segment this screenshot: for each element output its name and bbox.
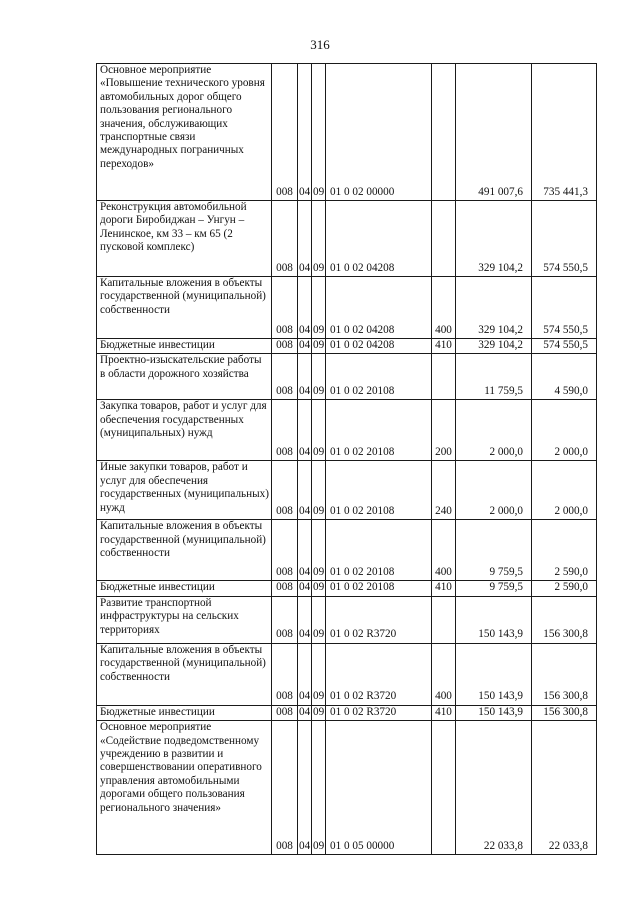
sum-year1-cell: 329 104,2 [456,277,532,339]
csr-cell: 01 0 02 20108 [326,354,432,400]
row-name-cell: Закупка товаров, работ и услуг для обеспечения государственных (муниципальных) нужд [97,400,272,461]
row-name-cell: Капитальные вложения в объекты государственной (муниципальной) собственности [97,520,272,581]
budget-table-body [97,64,597,855]
sum-year2-cell: 2 000,0 [532,400,597,461]
rz-cell: 04 [298,201,312,277]
table-row [97,461,597,520]
pr-cell: 09 [312,277,326,339]
pr-cell: 09 [312,705,326,720]
csr-cell: 01 0 02 20108 [326,520,432,581]
grbs-cell: 008 [272,277,298,339]
row-name-cell: Иные закупки товаров, работ и услуг для обеспечения государственных (муниципальных) нужд [97,461,272,520]
sum-year2-cell: 156 300,8 [532,705,597,720]
sum-year1-cell: 150 143,9 [456,596,532,643]
table-row [97,201,597,277]
table-row [97,596,597,643]
rz-cell: 04 [298,705,312,720]
sum-year2-cell: 574 550,5 [532,201,597,277]
sum-year1-cell: 22 033,8 [456,721,532,855]
sum-year1-cell: 2 000,0 [456,461,532,520]
csr-cell: 01 0 02 04208 [326,339,432,354]
pr-cell: 09 [312,643,326,705]
table-row [97,339,597,354]
table-row [97,705,597,720]
table-row [97,277,597,339]
pr-cell: 09 [312,581,326,596]
rz-cell: 04 [298,581,312,596]
vr-cell: 200 [432,400,456,461]
grbs-cell: 008 [272,64,298,201]
grbs-cell: 008 [272,520,298,581]
sum-year2-cell: 2 590,0 [532,520,597,581]
row-name-cell: Капитальные вложения в объекты государственной (муниципальной) собственности [97,277,272,339]
rz-cell: 04 [298,64,312,201]
vr-cell: 410 [432,581,456,596]
pr-cell: 09 [312,520,326,581]
vr-cell: 410 [432,339,456,354]
row-name-cell: Бюджетные инвестиции [97,581,272,596]
grbs-cell: 008 [272,339,298,354]
csr-cell: 01 0 02 20108 [326,461,432,520]
sum-year2-cell: 2 590,0 [532,581,597,596]
vr-cell [432,354,456,400]
row-name-cell: Бюджетные инвестиции [97,339,272,354]
pr-cell: 09 [312,596,326,643]
table-row [97,64,597,201]
sum-year1-cell: 491 007,6 [456,64,532,201]
table-row [97,721,597,855]
rz-cell: 04 [298,400,312,461]
sum-year1-cell: 329 104,2 [456,201,532,277]
table-row [97,354,597,400]
sum-year2-cell: 22 033,8 [532,721,597,855]
table-row [97,520,597,581]
sum-year2-cell: 4 590,0 [532,354,597,400]
pr-cell: 09 [312,461,326,520]
table-row [97,643,597,705]
sum-year1-cell: 11 759,5 [456,354,532,400]
vr-cell [432,721,456,855]
vr-cell: 410 [432,705,456,720]
sum-year1-cell: 9 759,5 [456,520,532,581]
pr-cell: 09 [312,354,326,400]
vr-cell [432,201,456,277]
pr-cell: 09 [312,64,326,201]
page-number: 316 [310,37,330,52]
csr-cell: 01 0 02 04208 [326,201,432,277]
row-name-cell: Реконструкция автомобильной дороги Биробиджан – Унгун – Ленинское, км 33 – км 65 (2 пусковой комплекс) [97,201,272,277]
csr-cell: 01 0 02 R3720 [326,705,432,720]
vr-cell: 400 [432,520,456,581]
sum-year2-cell: 156 300,8 [532,643,597,705]
csr-cell: 01 0 02 20108 [326,581,432,596]
grbs-cell: 008 [272,721,298,855]
grbs-cell: 008 [272,596,298,643]
vr-cell: 400 [432,643,456,705]
pr-cell: 09 [312,721,326,855]
vr-cell [432,64,456,201]
sum-year2-cell: 2 000,0 [532,461,597,520]
rz-cell: 04 [298,643,312,705]
row-name-cell: Проектно-изыскательские работы в области дорожного хозяйства [97,354,272,400]
grbs-cell: 008 [272,581,298,596]
sum-year2-cell: 156 300,8 [532,596,597,643]
grbs-cell: 008 [272,400,298,461]
vr-cell: 400 [432,277,456,339]
sum-year1-cell: 2 000,0 [456,400,532,461]
grbs-cell: 008 [272,201,298,277]
rz-cell: 04 [298,721,312,855]
pr-cell: 09 [312,201,326,277]
csr-cell: 01 0 02 R3720 [326,643,432,705]
rz-cell: 04 [298,596,312,643]
sum-year2-cell: 574 550,5 [532,339,597,354]
row-name-cell: Бюджетные инвестиции [97,705,272,720]
rz-cell: 04 [298,277,312,339]
csr-cell: 01 0 02 00000 [326,64,432,201]
grbs-cell: 008 [272,461,298,520]
row-name-cell: Развитие транспортной инфраструктуры на сельских территориях [97,596,272,643]
rz-cell: 04 [298,520,312,581]
rz-cell: 04 [298,461,312,520]
sum-year1-cell: 150 143,9 [456,643,532,705]
row-name-cell: Основное мероприятие «Содействие подведомственному учреждению в развитии и совершенствовании оперативного управления автомобильными дорогами общего пользования регионального значения» [97,721,272,855]
sum-year2-cell: 735 441,3 [532,64,597,201]
sum-year2-cell: 574 550,5 [532,277,597,339]
vr-cell: 240 [432,461,456,520]
sum-year1-cell: 9 759,5 [456,581,532,596]
grbs-cell: 008 [272,354,298,400]
grbs-cell: 008 [272,643,298,705]
vr-cell [432,596,456,643]
row-name-cell: Капитальные вложения в объекты государственной (муниципальной) собственности [97,643,272,705]
budget-table [96,63,597,855]
table-row [97,400,597,461]
pr-cell: 09 [312,400,326,461]
csr-cell: 01 0 02 R3720 [326,596,432,643]
table-row [97,581,597,596]
rz-cell: 04 [298,339,312,354]
row-name-cell: Основное мероприятие «Повышение технического уровня автомобильных дорог общего пользования регионального значения, обслуживающих транспортные связи международных пограничных переходов» [97,64,272,201]
rz-cell: 04 [298,354,312,400]
sum-year1-cell: 150 143,9 [456,705,532,720]
pr-cell: 09 [312,339,326,354]
grbs-cell: 008 [272,705,298,720]
csr-cell: 01 0 02 04208 [326,277,432,339]
csr-cell: 01 0 05 00000 [326,721,432,855]
sum-year1-cell: 329 104,2 [456,339,532,354]
csr-cell: 01 0 02 20108 [326,400,432,461]
